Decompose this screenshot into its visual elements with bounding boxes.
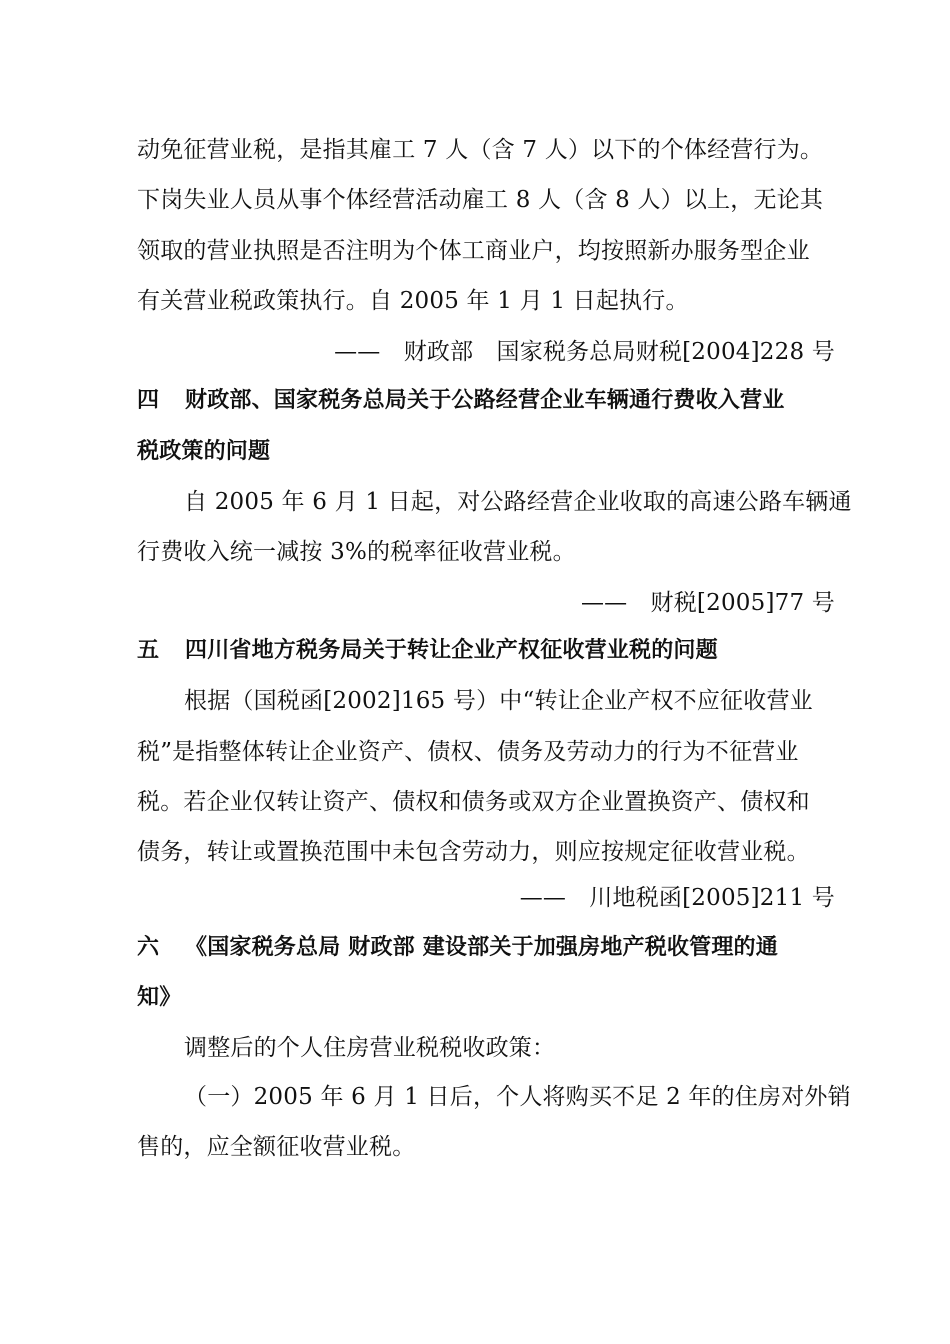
paragraph-line: 税。若企业仅转让资产、债权和债务或双方企业置换资产、债权和 (137, 789, 810, 815)
section-title-continuation: 知》 (137, 985, 182, 1010)
list-item-line: 售的，应全额征收营业税。 (137, 1134, 416, 1160)
paragraph-line: 根据（国税函[2002]165 号）中“转让企业产权不应征收营业 (184, 688, 813, 714)
paragraph-line: 自 2005 年 6 月 1 日起，对公路经营企业收取的高速公路车辆通 (184, 489, 852, 515)
section-number: 六 (137, 935, 160, 960)
section-number: 五 (137, 638, 160, 663)
paragraph-line: 调整后的个人住房营业税税收政策： (184, 1035, 556, 1061)
section-heading (137, 636, 718, 666)
paragraph-line: 债务，转让或置换范围中未包含劳动力，则应按规定征收营业税。 (137, 839, 810, 865)
section-title: 《国家税务总局 财政部 建设部关于加强房地产税收管理的通 (185, 935, 778, 960)
section-number: 四 (137, 388, 160, 413)
reference-citation: —— 财税[2005]77 号 (580, 590, 835, 616)
paragraph-line: 税”是指整体转让企业资产、债权、债务及劳动力的行为不征营业 (137, 739, 799, 765)
paragraph-line: 动免征营业税，是指其雇工 7 人（含 7 人）以下的个体经营行为。 (137, 137, 824, 163)
section-heading (137, 386, 784, 416)
paragraph-line: 下岗失业人员从事个体经营活动雇工 8 人（含 8 人）以上，无论其 (137, 187, 824, 213)
reference-citation: —— 川地税函[2005]211 号 (519, 885, 835, 911)
section-title: 四川省地方税务局关于转让企业产权征收营业税的问题 (185, 638, 718, 663)
paragraph-line: 有关营业税政策执行。自 2005 年 1 月 1 日起执行。 (137, 288, 689, 314)
section-heading (137, 933, 778, 963)
paragraph-line: 领取的营业执照是否注明为个体工商业户，均按照新办服务型企业 (137, 238, 810, 264)
section-title: 财政部、国家税务总局关于公路经营企业车辆通行费收入营业 (185, 388, 785, 413)
list-item-line: （一）2005 年 6 月 1 日后，个人将购买不足 2 年的住房对外销 (184, 1084, 851, 1110)
section-title-continuation: 税政策的问题 (137, 439, 271, 464)
paragraph-line: 行费收入统一减按 3%的税率征收营业税。 (137, 539, 576, 565)
reference-citation: —— 财政部 国家税务总局财税[2004]228 号 (334, 339, 835, 365)
